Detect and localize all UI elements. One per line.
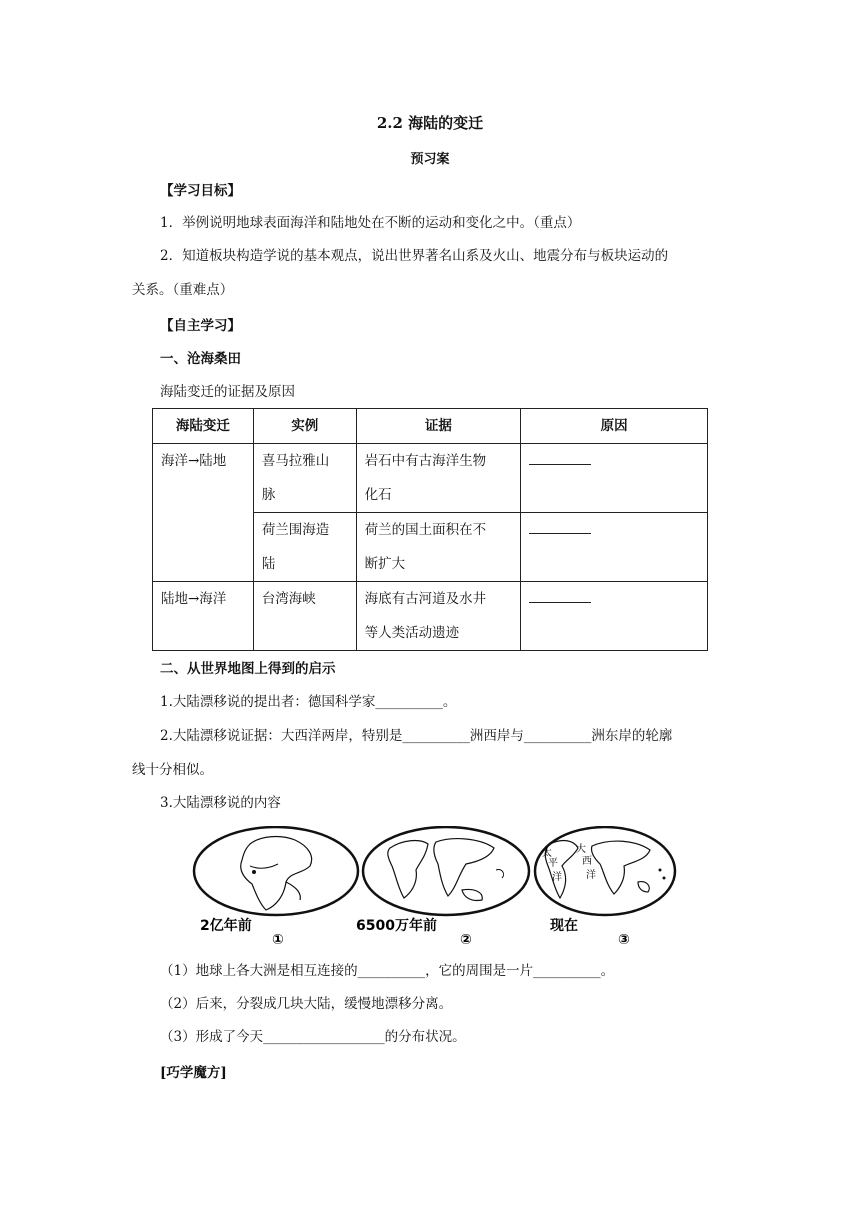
answer-blank[interactable] (529, 450, 591, 465)
table-cell-evidence (356, 582, 521, 651)
map-label: 平 (548, 858, 558, 869)
map-label: 太 (542, 848, 552, 859)
cell-text: 断扩大 (364, 556, 406, 572)
table-row (153, 444, 708, 513)
section-1-heading: 一、沧海桑田 (160, 351, 241, 367)
map-number: ② (460, 932, 472, 948)
statement-1: （1）地球上各大洲是相互连接的__________，它的周围是一片__________。 (160, 963, 615, 979)
page-subtitle: 预习案 (410, 152, 450, 167)
table-header-row (153, 409, 708, 444)
question-2-line1: 2.大陆漂移说证据：大西洋两岸，特别是__________洲西岸与__________洲东岸的轮廓 (160, 728, 673, 744)
table-cell-evidence (356, 444, 521, 513)
map-present (535, 827, 675, 915)
table-cell-example (253, 582, 356, 651)
cell-text: 海底有古河道及水井 (364, 591, 487, 607)
table-caption: 海陆变迁的证据及原因 (160, 384, 295, 400)
map-caption: 6500万年前 (356, 918, 437, 934)
cell-text: 脉 (261, 487, 276, 503)
table-header-cell: 原因 (521, 409, 708, 444)
question-1: 1.大陆漂移说的提出者：德国科学家__________。 (160, 694, 457, 710)
table-cell-evidence (356, 513, 521, 582)
table-row (153, 582, 708, 651)
continental-drift-maps (190, 826, 680, 948)
map-200-million-years (194, 827, 358, 915)
table-cell-example (253, 444, 356, 513)
table-cell-reason-blank[interactable] (521, 444, 708, 513)
map-65-million-years (363, 827, 529, 915)
cell-text: 荷兰的国土面积在不 (364, 522, 487, 538)
table-header-cell: 实例 (253, 409, 356, 444)
cell-text: 荷兰围海造 (261, 522, 330, 538)
statement-2: （2）后来，分裂成几块大陆，缓慢地漂移分离。 (160, 996, 453, 1012)
cell-text: 喜马拉雅山 (261, 453, 330, 469)
self-study-heading: 【自主学习】 (160, 318, 241, 334)
map-number: ③ (618, 932, 630, 948)
map-number: ① (272, 932, 284, 948)
map-label: 洋 (552, 872, 562, 883)
table-cell-reason-blank[interactable] (521, 582, 708, 651)
statement-3: （3）形成了今天__________________的分布状况。 (160, 1029, 466, 1045)
map-label: 洋 (586, 870, 596, 881)
cell-text: 陆 (261, 556, 276, 572)
page-title: 2.2 海陆的变迁 (376, 114, 484, 132)
answer-blank[interactable] (529, 588, 591, 603)
map-caption: 现在 (550, 918, 578, 934)
table-cell-example (253, 513, 356, 582)
map-label: 西 (582, 856, 592, 867)
cell-text: 化石 (364, 487, 392, 503)
map-caption: 2亿年前 (200, 918, 252, 934)
table-cell-reason-blank[interactable] (521, 513, 708, 582)
evidence-table (152, 408, 708, 651)
goal-item-2-line2: 关系。（重难点） (132, 282, 234, 298)
cell-text: 等人类活动遗迹 (364, 625, 460, 641)
goals-heading: 【学习目标】 (160, 183, 241, 199)
map-label: 大 (576, 844, 586, 855)
table-header-cell: 证据 (356, 409, 521, 444)
table-header-cell: 海陆变迁 (153, 409, 254, 444)
table-cell-change: 陆地→海洋 (153, 582, 254, 651)
table-cell-change: 海洋→陆地 (153, 444, 254, 582)
goal-item-1: 1．举例说明地球表面海洋和陆地处在不断的运动和变化之中。（重点） (160, 215, 581, 231)
cell-text: 岩石中有古海洋生物 (364, 453, 487, 469)
question-3: 3.大陆漂移说的内容 (160, 795, 281, 811)
goal-item-2-line1: 2．知道板块构造学说的基本观点，说出世界著名山系及火山、地震分布与板块运动的 (160, 248, 669, 264)
answer-blank[interactable] (529, 519, 591, 534)
cell-text: 台湾海峡 (261, 591, 316, 607)
section-2-heading: 二、从世界地图上得到的启示 (160, 661, 336, 677)
tips-heading: [巧学魔方] (160, 1065, 227, 1081)
question-2-line2: 线十分相似。 (132, 762, 213, 778)
